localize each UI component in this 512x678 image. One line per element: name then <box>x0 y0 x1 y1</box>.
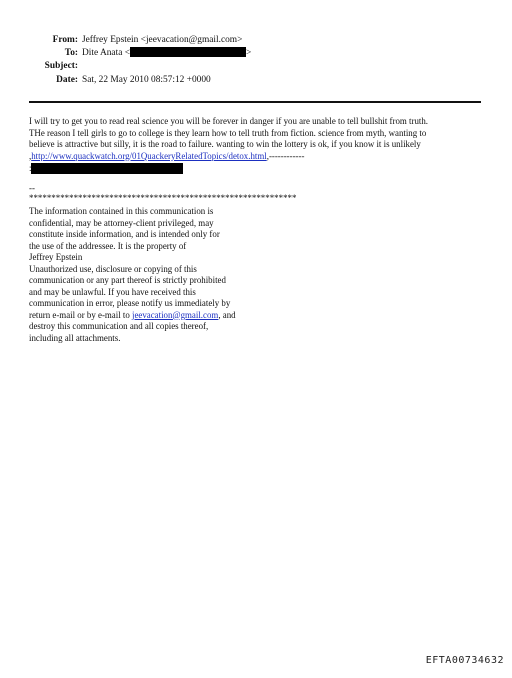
disclaimer-email-suffix: , and <box>218 309 236 320</box>
disclaimer-line <box>29 310 329 322</box>
signature-separator: -- <box>29 183 35 193</box>
body-line: believe is attractive but silly, it is the road to failure. wanting to win the lottery is ok, if you know it is unlikely <box>29 139 421 149</box>
to-value-prefix: Dite Anata < <box>82 48 130 59</box>
to-label: To: <box>64 48 78 59</box>
link-prefix: , <box>29 150 32 161</box>
date-row <box>20 74 480 87</box>
disclaimer-line: communication or any part thereof is strictly prohibited <box>29 275 226 285</box>
quackwatch-link[interactable]: http://www.quackwatch.org/01QuackeryRelatedTopics/detox.html <box>31 150 267 161</box>
redacted-line-prefix: : <box>29 163 32 173</box>
link-suffix: ,------------ <box>266 150 305 161</box>
disclaimer-line: including all attachments. <box>29 332 121 343</box>
disclaimer-line: communication in error, please notify us immediately by <box>29 298 231 308</box>
from-row <box>20 34 480 47</box>
date-value: Sat, 22 May 2010 08:57:12 +0000 <box>82 74 211 85</box>
redaction-box <box>31 163 183 174</box>
email-link[interactable]: jeevacation@gmail.com <box>132 309 219 320</box>
disclaimer-line: destroy this communication and all copies thereof, <box>29 321 209 331</box>
disclaimer-line: confidential, may be attorney-client privileged, may <box>29 217 214 228</box>
star-separator: ************************************************************ <box>29 193 297 203</box>
redaction-box <box>130 47 246 57</box>
disclaimer-line: constitute inside information, and is intended only for <box>29 229 220 239</box>
redacted-line <box>29 163 489 175</box>
confidentiality-disclaimer <box>29 206 329 344</box>
disclaimer-line: the use of the addressee. It is the property of <box>29 240 187 251</box>
disclaimer-line: The information contained in this communication is <box>29 206 214 216</box>
disclaimer-line: Unauthorized use, disclosure or copying of this <box>29 263 197 274</box>
from-value: Jeffrey Epstein <jeevacation@gmail.com> <box>82 35 243 45</box>
subject-row <box>20 60 480 73</box>
disclaimer-line: Jeffrey Epstein <box>29 252 83 262</box>
document-id: EFTA00734632 <box>425 655 504 666</box>
to-value-suffix: > <box>245 48 252 59</box>
email-header <box>20 34 480 87</box>
body-line: THe reason I tell girls to go to college is they learn how to tell truth from fiction. science from myth, wanting to <box>29 127 427 138</box>
subject-label: Subject: <box>44 61 78 72</box>
body-line: I will try to get you to read real science you will be forever in danger if you are unable to tell bullshit from truth. <box>29 116 429 126</box>
disclaimer-line: and may be unlawful. If you have received this <box>29 286 196 297</box>
email-body <box>29 116 489 175</box>
disclaimer-email-prefix: return e-mail or by e-mail to <box>29 309 133 320</box>
date-label: Date: <box>56 74 78 85</box>
body-line-link <box>29 151 489 163</box>
from-label: From: <box>52 35 78 45</box>
to-row <box>20 47 480 60</box>
header-divider <box>29 101 481 103</box>
